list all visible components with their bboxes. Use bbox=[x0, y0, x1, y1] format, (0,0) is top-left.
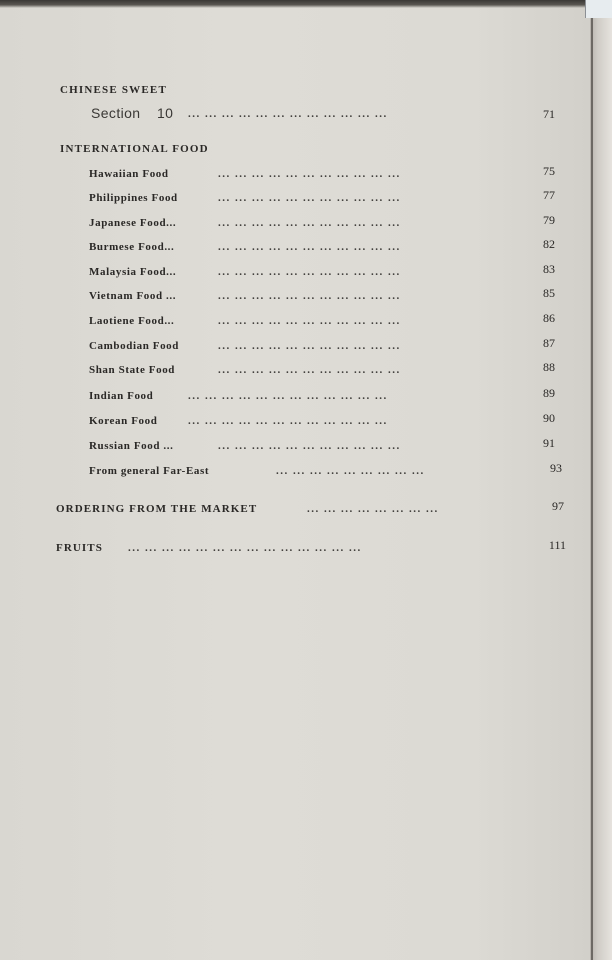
toc-entry-burmese-food bbox=[0, 237, 590, 259]
entry-label: FRUITS bbox=[56, 542, 103, 554]
toc-entry-vietnam-food bbox=[0, 286, 590, 308]
toc-entry-cambodian-food bbox=[0, 336, 590, 358]
entry-label: Shan State Food bbox=[89, 364, 176, 376]
toc-entry-korean-food bbox=[0, 411, 590, 433]
page-number: 85 bbox=[543, 286, 555, 300]
entry-label: Vietnam Food ... bbox=[89, 290, 177, 302]
page-number: 111 bbox=[548, 538, 566, 552]
entry-label: From general Far-East bbox=[89, 465, 210, 477]
toc-entry-section-10 bbox=[0, 105, 590, 126]
page-number: 87 bbox=[543, 336, 555, 350]
corner-sticker bbox=[585, 0, 612, 18]
entry-label: Russian Food ... bbox=[89, 440, 174, 452]
toc-entry-hawaiian-food bbox=[0, 164, 590, 186]
toc-entry-far-east bbox=[0, 461, 590, 483]
dot-leader: ... ... ... ... ... ... ... ... ... ... ... bbox=[218, 315, 401, 327]
page-number: 83 bbox=[543, 262, 555, 276]
international-food-heading: INTERNATIONAL FOOD bbox=[60, 143, 209, 155]
dot-leader: ... ... ... ... ... ... ... ... ... ... ... bbox=[218, 217, 401, 229]
dot-leader: ... ... ... ... ... ... ... ... ... ... ... bbox=[218, 364, 401, 376]
entry-label: Laotiene Food... bbox=[89, 315, 175, 327]
page-number: 89 bbox=[543, 386, 555, 400]
dot-leader: ... ... ... ... ... ... ... ... ... ... ... bbox=[218, 241, 401, 253]
page-number: 93 bbox=[550, 461, 562, 475]
dot-leader: ... ... ... ... ... ... ... ... ... ... ... ... bbox=[188, 415, 388, 427]
toc-entry-malaysia-food bbox=[0, 262, 590, 284]
toc-entry-russian-food bbox=[0, 436, 590, 458]
toc-entry-indian-food bbox=[0, 386, 590, 408]
dot-leader: ... ... ... ... ... ... ... ... ... ... ... bbox=[218, 340, 401, 352]
chinese-sweet-heading: CHINESE SWEET bbox=[60, 84, 167, 96]
page-number: 82 bbox=[543, 237, 555, 251]
dot-leader: ... ... ... ... ... ... ... ... ... bbox=[276, 465, 425, 477]
entry-label: Burmese Food... bbox=[89, 241, 175, 253]
page-number: 91 bbox=[543, 436, 555, 450]
page-number: 75 bbox=[543, 164, 555, 178]
entry-label: Malaysia Food... bbox=[89, 266, 177, 278]
toc-entry-laotiene-food bbox=[0, 311, 590, 333]
dot-leader: ... ... ... ... ... ... ... ... ... ... ... bbox=[218, 290, 401, 302]
dot-leader: ... ... ... ... ... ... ... ... ... ... ... ... bbox=[188, 108, 388, 120]
dot-leader: ... ... ... ... ... ... ... ... ... ... ... ... ... ... bbox=[128, 542, 362, 554]
dot-leader: ... ... ... ... ... ... ... ... ... ... ... bbox=[218, 192, 401, 204]
page-number: 97 bbox=[552, 499, 564, 513]
page-number: 90 bbox=[543, 411, 555, 425]
page-number: 71 bbox=[543, 107, 555, 121]
entry-label: Korean Food bbox=[89, 415, 158, 427]
dot-leader: ... ... ... ... ... ... ... ... ... ... ... bbox=[218, 440, 401, 452]
dot-leader: ... ... ... ... ... ... ... ... bbox=[307, 503, 439, 515]
entry-label: Indian Food bbox=[89, 390, 154, 402]
toc-entry-fruits bbox=[0, 538, 590, 560]
toc-entry-japanese-food bbox=[0, 213, 590, 235]
toc-entry-philippines-food bbox=[0, 188, 590, 210]
toc-entry-shan-state-food bbox=[0, 360, 590, 382]
spine-line bbox=[591, 0, 593, 960]
page-number: 86 bbox=[543, 311, 555, 325]
page-number: 79 bbox=[543, 213, 555, 227]
book-spine-edge bbox=[590, 0, 612, 960]
entry-label: Hawaiian Food bbox=[89, 168, 169, 180]
dot-leader: ... ... ... ... ... ... ... ... ... ... ... bbox=[218, 168, 401, 180]
section-label: Section bbox=[91, 105, 141, 121]
toc-entry-ordering bbox=[0, 499, 590, 521]
dot-leader: ... ... ... ... ... ... ... ... ... ... ... ... bbox=[188, 390, 388, 402]
section-number: 10 bbox=[157, 105, 174, 121]
dot-leader: ... ... ... ... ... ... ... ... ... ... ... bbox=[218, 266, 401, 278]
page-number: 77 bbox=[543, 188, 555, 202]
page-number: 88 bbox=[543, 360, 555, 374]
entry-label: Philippines Food bbox=[89, 192, 178, 204]
entry-label: Cambodian Food bbox=[89, 340, 180, 352]
entry-label: Japanese Food... bbox=[89, 217, 177, 229]
entry-label: ORDERING FROM THE MARKET bbox=[56, 503, 258, 515]
